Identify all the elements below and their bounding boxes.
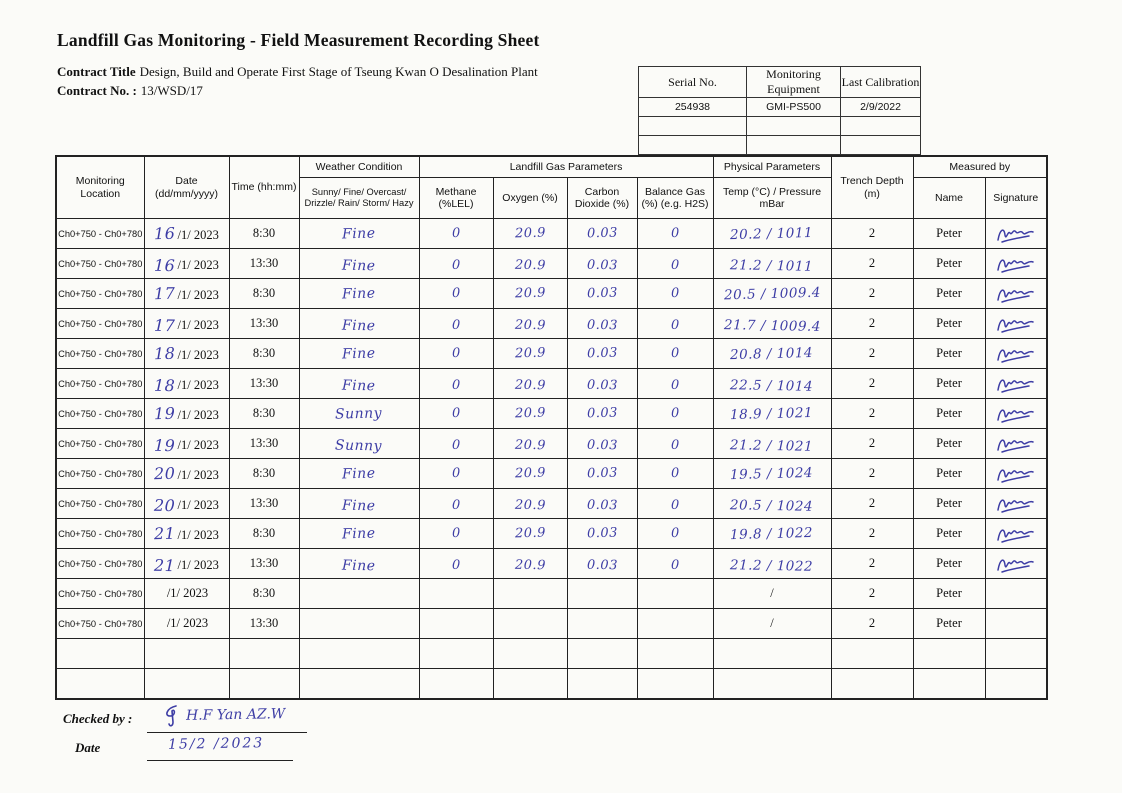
cell-carbon-dioxide: 0.03 [567,219,637,249]
cell-signature [985,459,1047,489]
cell-methane: 0 [419,459,493,489]
cell-monitoring-location: Ch0+750 - Ch0+780 [56,249,144,279]
page-title: Landfill Gas Monitoring - Field Measurement Recording Sheet [57,30,540,50]
cell-methane: 0 [419,249,493,279]
cell-balance-gas: 0 [637,519,713,549]
cell-signature [985,669,1047,700]
cell-weather: Fine [299,309,419,339]
signature-scribble [995,495,1037,515]
cell-signature [985,579,1047,609]
cell-time: 13:30 [229,489,299,519]
header-carbon-dioxide: Carbon Dioxide (%) [567,178,637,219]
cell-methane: 0 [419,279,493,309]
cell-name: Peter [913,339,985,369]
cell-temp-pressure: / [713,579,831,609]
cell-date: 21 /1/ 2023 [144,549,229,579]
cell-methane: 0 [419,519,493,549]
cell-trench-depth: 2 [831,249,913,279]
cell-date: 20 /1/ 2023 [144,459,229,489]
cell-name [913,669,985,700]
contract-title-line [57,64,538,80]
cell-balance-gas: 0 [637,549,713,579]
cell-date: 17 /1/ 2023 [144,279,229,309]
cell-trench-depth: 2 [831,489,913,519]
cell-carbon-dioxide: 0.03 [567,369,637,399]
cell-methane: 0 [419,399,493,429]
cell-name: Peter [913,519,985,549]
cell-date: 16 /1/ 2023 [144,249,229,279]
contract-title-value: Design, Build and Operate First Stage of Tseung Kwan O Desalination Plant [139,64,538,79]
table-row [56,549,1047,579]
cell-time: 13:30 [229,309,299,339]
cell-temp-pressure: 19.8 / 1022 [713,519,831,549]
cell-signature [985,639,1047,669]
cell-signature [985,369,1047,399]
cell-date: 19 /1/ 2023 [144,429,229,459]
cell-methane: 0 [419,489,493,519]
cell-trench-depth: 2 [831,309,913,339]
last-calibration-value: 2/9/2022 [841,98,921,117]
cell-temp-pressure: 21.2 / 1011 [713,249,831,279]
equipment-header-equipment: Monitoring Equipment [747,67,841,98]
cell-oxygen: 20.9 [493,279,567,309]
cell-monitoring-location: Ch0+750 - Ch0+780 [56,579,144,609]
measurement-table [55,155,1048,700]
table-row [56,609,1047,639]
cell-name: Peter [913,459,985,489]
cell-name: Peter [913,609,985,639]
table-row [56,489,1047,519]
cell-weather: Fine [299,249,419,279]
cell-methane: 0 [419,219,493,249]
cell-carbon-dioxide: 0.03 [567,549,637,579]
cell-time: 13:30 [229,249,299,279]
cell-weather: Sunny [299,399,419,429]
cell-weather: Fine [299,279,419,309]
cell-oxygen [493,639,567,669]
equipment-header-serial: Serial No. [639,67,747,98]
cell-trench-depth: 2 [831,579,913,609]
signature-scribble [995,315,1037,335]
table-row [56,579,1047,609]
cell-trench-depth: 2 [831,609,913,639]
cell-signature [985,429,1047,459]
cell-name: Peter [913,219,985,249]
cell-monitoring-location: Ch0+750 - Ch0+780 [56,309,144,339]
cell-oxygen: 20.9 [493,429,567,459]
cell-balance-gas: 0 [637,429,713,459]
header-trench-depth: Trench Depth (m) [831,156,913,219]
cell-date: 18 /1/ 2023 [144,369,229,399]
cell-methane: 0 [419,369,493,399]
table-row [56,459,1047,489]
checked-by-label: Checked by : [63,711,133,726]
serial-no-value: 254938 [639,98,747,117]
contract-title-label: Contract Title [57,64,136,79]
cell-methane [419,669,493,700]
header-name: Name [913,178,985,219]
cell-name: Peter [913,249,985,279]
cell-date: /1/ 2023 [144,579,229,609]
cell-balance-gas: 0 [637,309,713,339]
cell-time: 8:30 [229,519,299,549]
cell-weather: Sunny [299,429,419,459]
empty-cell [639,117,747,136]
cell-date: 21 /1/ 2023 [144,519,229,549]
cell-date [144,669,229,700]
signature-scribble [995,255,1037,275]
cell-carbon-dioxide: 0.03 [567,339,637,369]
equipment-header-calibration: Last Calibration [841,67,921,98]
empty-cell [639,136,747,155]
cell-name: Peter [913,489,985,519]
cell-balance-gas [637,579,713,609]
cell-oxygen [493,609,567,639]
cell-signature [985,519,1047,549]
signature-scribble [995,375,1037,395]
cell-methane: 0 [419,309,493,339]
cell-oxygen: 20.9 [493,489,567,519]
cell-monitoring-location: Ch0+750 - Ch0+780 [56,489,144,519]
cell-signature [985,399,1047,429]
cell-methane: 0 [419,549,493,579]
cell-time: 13:30 [229,609,299,639]
cell-weather [299,639,419,669]
cell-temp-pressure: 20.8 / 1014 [713,339,831,369]
table-row [56,369,1047,399]
table-row [56,339,1047,369]
cell-weather: Fine [299,459,419,489]
signature-scribble [995,225,1037,245]
cell-monitoring-location [56,669,144,700]
cell-trench-depth: 2 [831,369,913,399]
cell-temp-pressure: 20.2 / 1011 [713,219,831,249]
empty-cell [841,117,921,136]
cell-monitoring-location: Ch0+750 - Ch0+780 [56,339,144,369]
cell-time: 8:30 [229,279,299,309]
table-row [56,279,1047,309]
cell-balance-gas [637,669,713,700]
header-monitoring-location: Monitoring Location [56,156,144,219]
cell-weather: Fine [299,369,419,399]
table-row [56,669,1047,700]
equipment-table [638,66,921,155]
table-row [56,429,1047,459]
signature-scribble [995,435,1037,455]
cell-signature [985,489,1047,519]
cell-balance-gas: 0 [637,279,713,309]
cell-carbon-dioxide [567,669,637,700]
cell-carbon-dioxide [567,609,637,639]
header-oxygen: Oxygen (%) [493,178,567,219]
cell-time: 8:30 [229,459,299,489]
cell-weather: Fine [299,339,419,369]
cell-time [229,639,299,669]
table-row [639,98,921,117]
cell-balance-gas: 0 [637,399,713,429]
cell-name [913,639,985,669]
signature-scribble [995,345,1037,365]
header-balance-gas: Balance Gas (%) (e.g. H2S) [637,178,713,219]
cell-weather [299,609,419,639]
cell-temp-pressure: 22.5 / 1014 [713,369,831,399]
cell-methane [419,579,493,609]
cell-name: Peter [913,399,985,429]
cell-oxygen: 20.9 [493,459,567,489]
cell-oxygen: 20.9 [493,219,567,249]
header-landfill-gas-parameters: Landfill Gas Parameters [419,156,713,178]
cell-weather: Fine [299,219,419,249]
cell-name: Peter [913,369,985,399]
cell-time: 8:30 [229,219,299,249]
cell-oxygen: 20.9 [493,309,567,339]
signature-scribble [995,555,1037,575]
cell-trench-depth: 2 [831,549,913,579]
cell-name: Peter [913,549,985,579]
cell-carbon-dioxide: 0.03 [567,399,637,429]
cell-date: 19 /1/ 2023 [144,399,229,429]
cell-name: Peter [913,279,985,309]
cell-temp-pressure: 20.5 / 1009.4 [713,279,831,309]
contract-no-line [57,83,203,99]
cell-balance-gas: 0 [637,489,713,519]
checked-by-value: H.F Yan AZ.W [185,706,286,724]
contract-no-value: 13/WSD/17 [140,83,203,98]
cell-monitoring-location: Ch0+750 - Ch0+780 [56,369,144,399]
empty-cell [747,117,841,136]
cell-balance-gas: 0 [637,339,713,369]
cell-date: 20 /1/ 2023 [144,489,229,519]
cell-methane: 0 [419,429,493,459]
cell-carbon-dioxide [567,639,637,669]
cell-carbon-dioxide: 0.03 [567,249,637,279]
cell-date: 18 /1/ 2023 [144,339,229,369]
cell-temp-pressure [713,669,831,700]
cell-monitoring-location: Ch0+750 - Ch0+780 [56,279,144,309]
cell-balance-gas [637,609,713,639]
cell-time: 13:30 [229,369,299,399]
cell-carbon-dioxide: 0.03 [567,459,637,489]
checked-date-value: 15/2 /2023 [167,735,265,753]
cell-monitoring-location: Ch0+750 - Ch0+780 [56,609,144,639]
cell-weather: Fine [299,489,419,519]
header-weather-options: Sunny/ Fine/ Overcast/ Drizzle/ Rain/ Storm/ Hazy [299,178,419,219]
signature-scribble [995,285,1037,305]
cell-temp-pressure: 21.2 / 1021 [713,429,831,459]
cell-trench-depth: 2 [831,219,913,249]
cell-time [229,669,299,700]
cell-signature [985,309,1047,339]
cell-oxygen: 20.9 [493,249,567,279]
empty-cell [841,136,921,155]
cell-methane: 0 [419,339,493,369]
cell-monitoring-location: Ch0+750 - Ch0+780 [56,429,144,459]
cell-signature [985,249,1047,279]
cell-trench-depth [831,639,913,669]
cell-signature [985,549,1047,579]
cell-date: 16 /1/ 2023 [144,219,229,249]
cell-date [144,639,229,669]
cell-signature [985,609,1047,639]
cell-weather [299,669,419,700]
cell-date: /1/ 2023 [144,609,229,639]
cell-trench-depth: 2 [831,429,913,459]
cell-time: 8:30 [229,579,299,609]
table-row [56,219,1047,249]
cell-name: Peter [913,309,985,339]
cell-time: 13:30 [229,549,299,579]
cell-trench-depth: 2 [831,519,913,549]
table-row [56,639,1047,669]
cell-balance-gas: 0 [637,459,713,489]
cell-oxygen: 20.9 [493,519,567,549]
cell-monitoring-location: Ch0+750 - Ch0+780 [56,549,144,579]
cell-temp-pressure: 19.5 / 1024 [713,459,831,489]
cell-monitoring-location: Ch0+750 - Ch0+780 [56,219,144,249]
equipment-model-value: GMI-PS500 [747,98,841,117]
header-measured-by: Measured by [913,156,1047,178]
table-row [56,399,1047,429]
table-row [639,136,921,155]
cell-trench-depth: 2 [831,399,913,429]
cell-carbon-dioxide: 0.03 [567,429,637,459]
cell-oxygen: 20.9 [493,339,567,369]
table-row [56,519,1047,549]
cell-oxygen: 20.9 [493,549,567,579]
checked-date-label: Date [75,740,101,755]
cell-weather: Fine [299,519,419,549]
cell-temp-pressure: / [713,609,831,639]
cell-monitoring-location: Ch0+750 - Ch0+780 [56,399,144,429]
cell-monitoring-location: Ch0+750 - Ch0+780 [56,519,144,549]
cell-carbon-dioxide: 0.03 [567,309,637,339]
cell-oxygen [493,669,567,700]
table-row [56,249,1047,279]
header-methane: Methane (%LEL) [419,178,493,219]
cell-time: 13:30 [229,429,299,459]
empty-cell [747,136,841,155]
signature-scribble [995,465,1037,485]
table-row [639,117,921,136]
contract-no-label: Contract No. : [57,83,137,98]
header-date: Date (dd/mm/yyyy) [144,156,229,219]
cell-trench-depth: 2 [831,279,913,309]
cell-methane [419,609,493,639]
cell-signature [985,339,1047,369]
cell-temp-pressure: 20.5 / 1024 [713,489,831,519]
header-weather-condition: Weather Condition [299,156,419,178]
cell-carbon-dioxide: 0.03 [567,279,637,309]
cell-temp-pressure: 21.2 / 1022 [713,549,831,579]
cell-balance-gas [637,639,713,669]
cell-name: Peter [913,579,985,609]
cell-oxygen [493,579,567,609]
cell-temp-pressure [713,639,831,669]
table-row [56,309,1047,339]
cell-date: 17 /1/ 2023 [144,309,229,339]
cell-trench-depth: 2 [831,459,913,489]
header-time: Time (hh:mm) [229,156,299,219]
cell-trench-depth: 2 [831,339,913,369]
cell-balance-gas: 0 [637,369,713,399]
cell-weather: Fine [299,549,419,579]
header-physical-parameters: Physical Parameters [713,156,831,178]
signature-scribble [995,405,1037,425]
cell-signature [985,219,1047,249]
signature-scribble [995,525,1037,545]
cell-time: 8:30 [229,399,299,429]
cell-balance-gas: 0 [637,219,713,249]
cell-temp-pressure: 18.9 / 1021 [713,399,831,429]
cell-methane [419,639,493,669]
header-temp-pressure: Temp (°C) / Pressure mBar [713,178,831,219]
cell-oxygen: 20.9 [493,369,567,399]
cell-balance-gas: 0 [637,249,713,279]
cell-oxygen: 20.9 [493,399,567,429]
header-signature: Signature [985,178,1047,219]
cell-carbon-dioxide: 0.03 [567,489,637,519]
cell-carbon-dioxide: 0.03 [567,519,637,549]
cell-weather [299,579,419,609]
cell-time: 8:30 [229,339,299,369]
cell-carbon-dioxide [567,579,637,609]
cell-temp-pressure: 21.7 / 1009.4 [713,309,831,339]
cell-name: Peter [913,429,985,459]
checker-signature-scribble [160,703,184,734]
cell-signature [985,279,1047,309]
cell-monitoring-location: Ch0+750 - Ch0+780 [56,459,144,489]
cell-monitoring-location [56,639,144,669]
cell-trench-depth [831,669,913,700]
